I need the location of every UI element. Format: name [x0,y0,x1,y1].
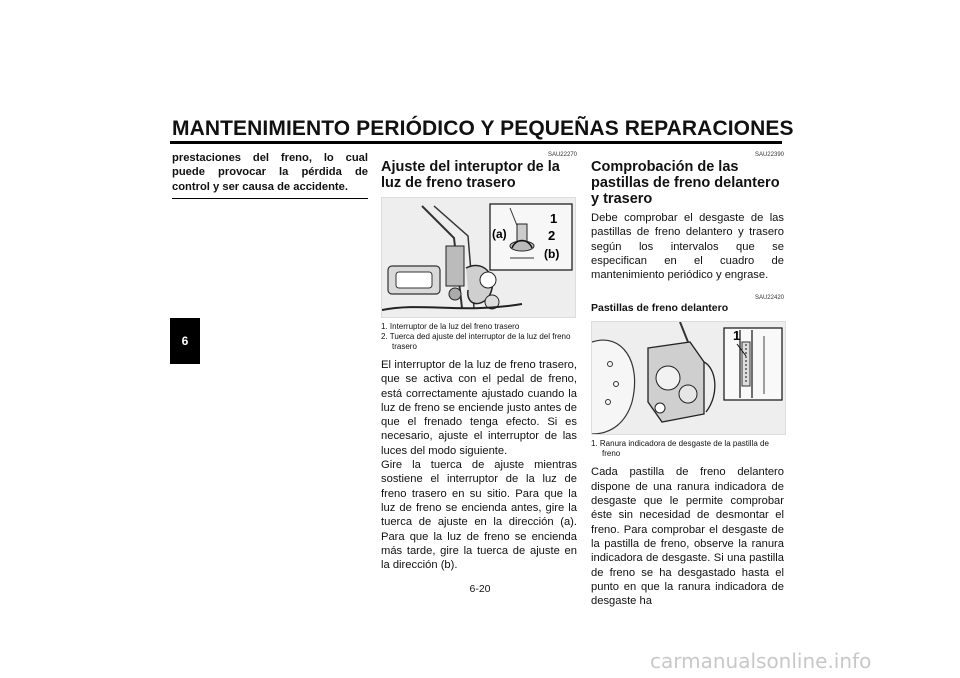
warning-end-divider [172,198,368,199]
header-divider [170,141,782,144]
warning-text: prestaciones del freno, lo cual puede provocar la pérdida de control y ser causa de accidente. [172,152,368,193]
paragraph: Gire la tuerca de ajuste mientras sostiene el interruptor de la luz de freno trasero en su sitio. Para que la luz de freno se encienda antes, gire la tuerca de ajuste en la dirección (a). Para que la luz de freno se encienda más tarde, gire la tuerca de ajuste en la dirección (b). [381,459,577,572]
page-title: MANTENIMIENTO PERIÓDICO Y PEQUEÑAS REPARACIONES [172,117,794,140]
section-heading-brake-switch: Ajuste del interuptor de la luz de freno trasero [381,159,560,191]
paragraph: Debe comprobar el desgaste de las pastillas de freno delantero y trasero según los intervalos que se especifican en el cuadro de mantenimiento periódico y engrase. [591,212,784,282]
paragraph: El interruptor de la luz de freno trasero, que se activa con el pedal de freno, está correctamente ajustado cuando la luz de freno se enciende justo antes de que el frenado tenga efecto. Si es necesario, ajuste el interruptor de las luces del modo siguiente. [381,359,577,457]
column-left [172,151,368,199]
section-code: SAU22390 [754,152,784,158]
section-heading-brake-pads: Comprobación de las pastillas de freno delantero y trasero [591,159,780,207]
figure-label-2: 2 [548,228,556,243]
caption-item: 2. Tuerca ded ajuste del interruptor de la luz del freno trasero [381,332,571,351]
figure-label-b: (b) [544,247,560,261]
figure-label-1: 1 [550,211,558,226]
subsection-heading-front-pads: Pastillas de freno delantero [591,302,729,315]
caption-item: 1. Ranura indicadora de desgaste de la pastilla de freno [591,439,769,459]
figure-label-1: 1 [733,328,741,344]
paragraph: Cada pastilla de freno delantero dispone de una ranura indicadora de desgaste que le permite comprobar éste sin necesidad de desmontar el freno. Para comprobar el desgaste de la pastilla de freno, observe la ranura indicadora de desgaste. Si una pastilla de freno se ha desgastado hasta el punto en que la ranura indicadora de desgaste ha [591,466,784,608]
brake-switch-illustration [382,198,575,317]
caption-item: 1. Interruptor de la luz del freno trasero [381,322,520,331]
figure-front-brake-pads [591,321,786,435]
chapter-tab: 6 [170,318,200,364]
page-number: 6-20 [469,583,491,595]
figure-caption [381,322,577,352]
figure-caption [591,439,784,459]
watermark: carmanualsonline.info [650,649,872,673]
figure-brake-light-switch [381,197,576,318]
column-right [591,151,784,608]
section-code: SAU22420 [754,295,784,302]
section-code: SAU22270 [547,152,577,158]
brake-pad-illustration [592,322,785,434]
column-middle [381,151,577,572]
figure-label-a: (a) [492,227,507,241]
